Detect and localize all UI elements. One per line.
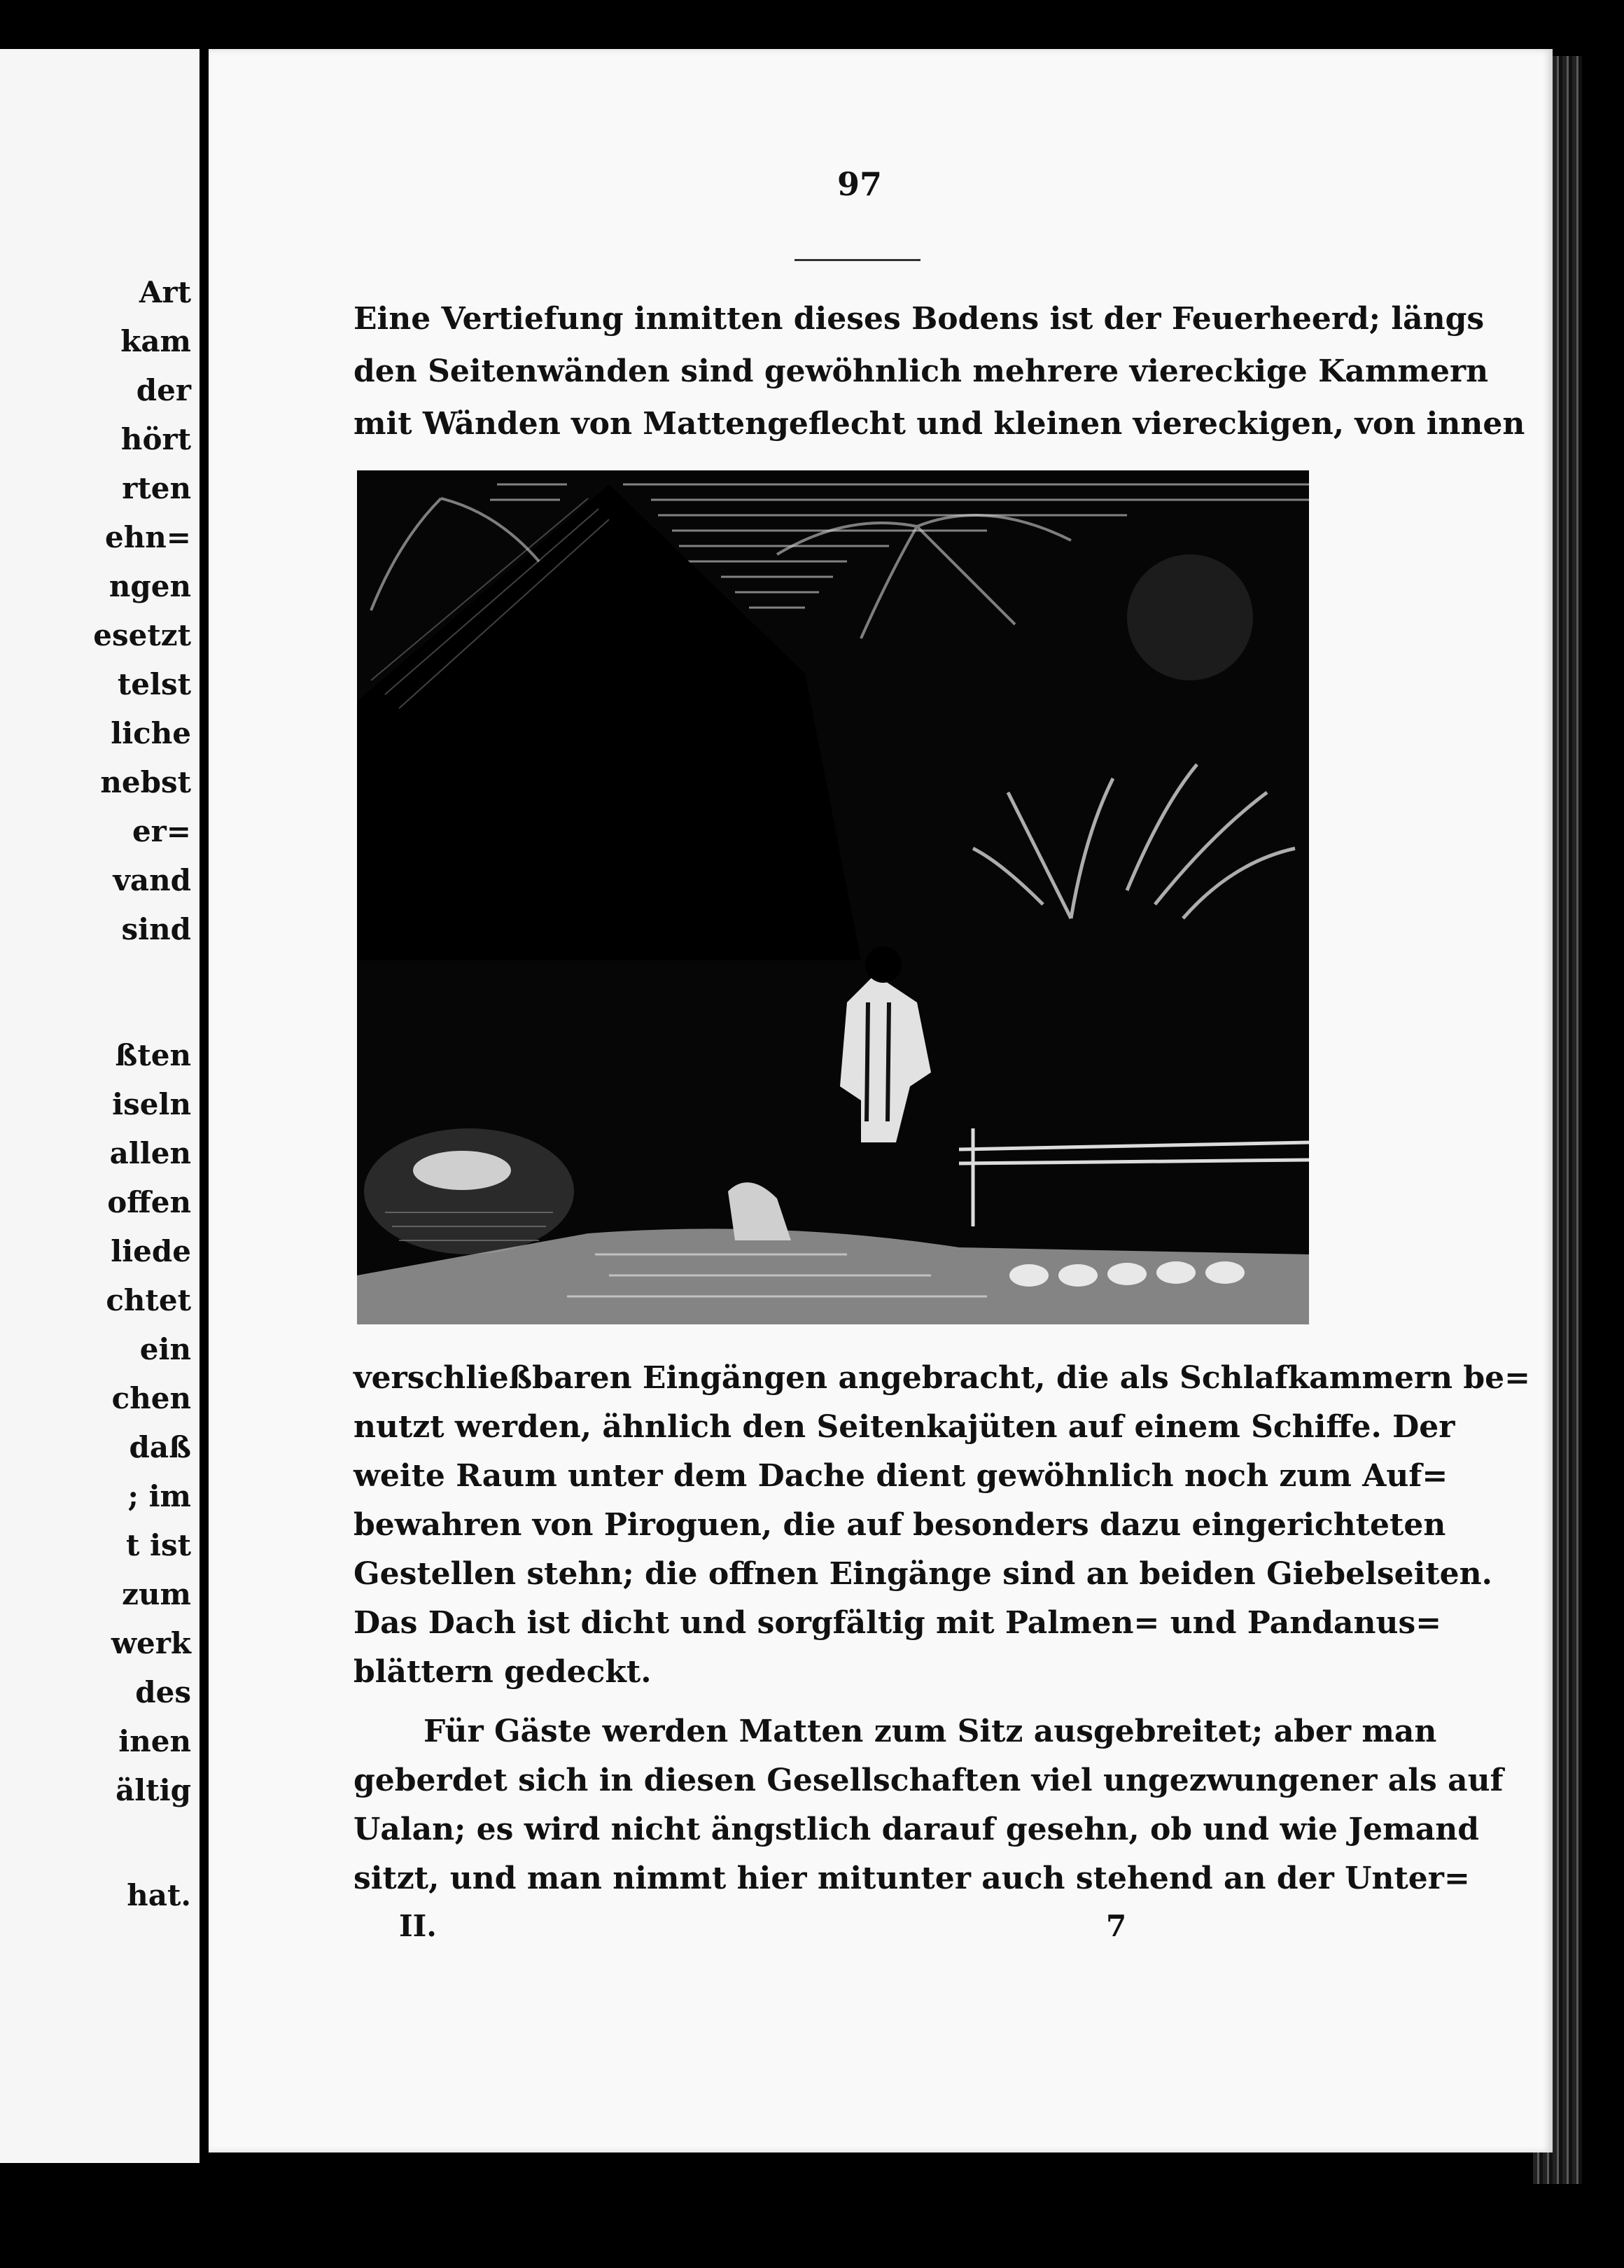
left-page-fragment: liede <box>111 1234 191 1268</box>
left-page-fragment: t ist <box>125 1528 191 1562</box>
text-line: Eine Vertiefung inmitten dieses Bodens ist der Feuerheerd; längs <box>354 301 1485 337</box>
left-page-fragment: ältig <box>115 1773 191 1807</box>
left-page-fragment: ehn= <box>105 520 191 554</box>
left-page-fragment: ein <box>139 1332 191 1366</box>
text-line: mit Wänden von Mattengeflecht und kleinen viereckigen, von innen <box>354 406 1525 442</box>
left-page-fragment: daß <box>129 1430 191 1464</box>
header-rule <box>794 259 920 261</box>
text-line: den Seitenwänden sind gewöhnlich mehrere viereckige Kammern <box>354 354 1489 389</box>
left-page-fragment: zum <box>122 1577 191 1611</box>
left-page-fragment: iseln <box>112 1087 191 1121</box>
left-page-fragment: er= <box>132 814 191 848</box>
text-line: verschließbaren Eingängen angebracht, die als Schlafkammern be= <box>354 1360 1530 1396</box>
left-page-fragment: rten <box>122 471 191 505</box>
left-page-fragment: nebst <box>100 765 191 799</box>
left-page-fragment: offen <box>107 1185 191 1219</box>
text-line: nutzt werden, ähnlich den Seitenkajüten auf einem Schiffe. Der <box>354 1409 1455 1445</box>
left-page-fragment: liche <box>111 716 191 750</box>
text-line: sitzt, und man nimmt hier mitunter auch stehend an der Unter= <box>354 1861 1470 1896</box>
left-page-fragment: ngen <box>108 569 191 603</box>
text-line: geberdet sich in diesen Gesellschaften viel ungezwungener als auf <box>354 1763 1504 1798</box>
text-line: weite Raum unter dem Dache dient gewöhnlich noch zum Auf= <box>354 1458 1448 1494</box>
left-page-fragment: der <box>136 373 191 407</box>
text-line: Ualan; es wird nicht ängstlich darauf gesehn, ob und wie Jemand <box>354 1812 1479 1847</box>
text-line: Für Gäste werden Matten zum Sitz ausgebreitet; aber man <box>424 1714 1437 1749</box>
left-page-fragment: esetzt <box>93 618 191 652</box>
left-page-fragment: chen <box>111 1381 191 1415</box>
left-page-fragment: allen <box>109 1136 191 1170</box>
text-line: Gestellen stehn; die offnen Eingänge sind an beiden Giebelseiten. <box>354 1556 1492 1592</box>
sheet-number: 7 <box>1106 1909 1127 1943</box>
left-page-fragment: werk <box>111 1626 191 1660</box>
left-page-fragment: ; im <box>127 1479 191 1513</box>
left-page-fragment: kam <box>120 324 191 358</box>
left-page-fragment: chtet <box>106 1283 191 1317</box>
left-page-fragment: des <box>135 1675 191 1709</box>
woodcut-illustration <box>357 470 1309 1324</box>
text-line: bewahren von Piroguen, die auf besonders dazu eingerichteten <box>354 1507 1446 1543</box>
left-page-fragment: hat. <box>127 1878 191 1912</box>
left-page-fragment: Art <box>139 275 191 309</box>
left-page-fragment: sind <box>121 912 191 946</box>
left-page <box>0 49 200 2163</box>
left-page-fragment: vand <box>113 863 191 897</box>
page-number: 97 <box>836 165 882 203</box>
left-page-fragment: inen <box>118 1724 191 1758</box>
text-line: Das Dach ist dicht und sorgfältig mit Palmen= und Pandanus= <box>354 1605 1442 1641</box>
left-page-fragment: telst <box>117 667 191 701</box>
left-page-fragment: hört <box>120 422 191 456</box>
left-page-fragment: ßten <box>115 1038 191 1072</box>
text-line: blättern gedeckt. <box>354 1654 652 1690</box>
signature-mark: II. <box>399 1909 437 1943</box>
hut-palm-scene <box>357 470 1309 1324</box>
